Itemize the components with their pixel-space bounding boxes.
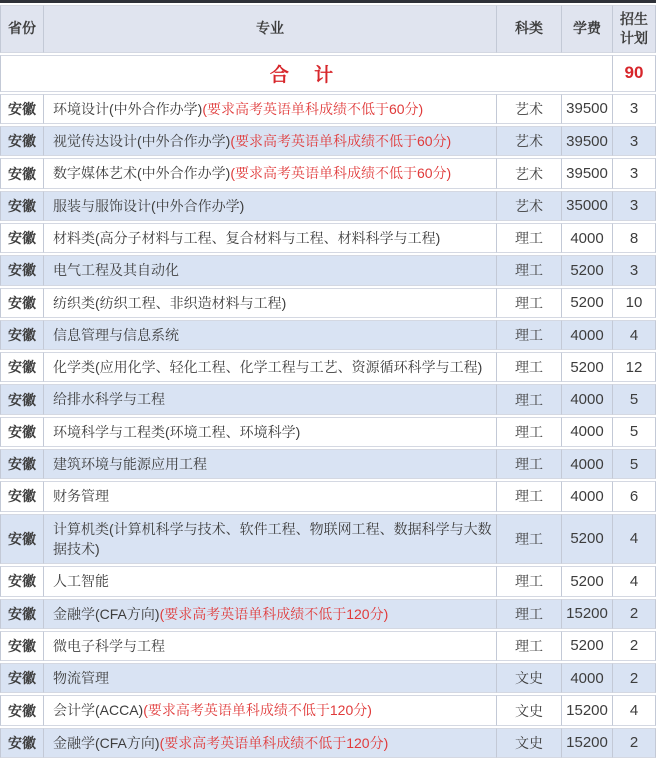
plan-cell: 3 — [613, 158, 656, 188]
plan-cell: 2 — [613, 631, 656, 661]
plan-cell: 10 — [613, 288, 656, 318]
table-row — [0, 417, 656, 447]
requirement-note: (要求高考英语单科成绩不低于120分) — [159, 605, 389, 622]
category-cell: 理工 — [497, 514, 562, 565]
requirement-note: (要求高考英语单科成绩不低于60分) — [230, 133, 452, 150]
category-cell: 理工 — [497, 223, 562, 253]
plan-cell: 3 — [613, 126, 656, 156]
table-row — [0, 481, 656, 511]
province-cell: 安徽 — [0, 223, 44, 253]
plan-cell: 12 — [613, 352, 656, 382]
plan-cell: 3 — [613, 191, 656, 221]
province-cell: 安徽 — [0, 663, 44, 693]
tuition-cell: 5200 — [562, 631, 613, 661]
plan-cell: 4 — [613, 514, 656, 565]
table-row — [0, 352, 656, 382]
plan-cell: 3 — [613, 94, 656, 124]
total-plan-value: 90 — [613, 55, 656, 92]
tuition-cell: 39500 — [562, 94, 613, 124]
plan-cell: 5 — [613, 449, 656, 479]
category-cell: 理工 — [497, 255, 562, 285]
plan-cell: 8 — [613, 223, 656, 253]
major-cell — [44, 631, 497, 661]
category-cell: 理工 — [497, 352, 562, 382]
plan-cell: 2 — [613, 599, 656, 629]
major-cell — [44, 481, 497, 511]
tuition-cell: 15200 — [562, 728, 613, 758]
table-row — [0, 514, 656, 565]
province-cell: 安徽 — [0, 320, 44, 350]
tuition-cell: 4000 — [562, 481, 613, 511]
major-cell — [44, 320, 497, 350]
tuition-cell: 4000 — [562, 417, 613, 447]
plan-cell: 5 — [613, 384, 656, 414]
category-cell: 理工 — [497, 631, 562, 661]
province-cell: 安徽 — [0, 352, 44, 382]
tuition-cell: 39500 — [562, 126, 613, 156]
header-plan: 招生计划 — [613, 5, 656, 53]
major-cell — [44, 417, 497, 447]
major-name: 人工智能 — [53, 573, 109, 590]
province-cell: 安徽 — [0, 481, 44, 511]
major-cell — [44, 94, 497, 124]
table-row — [0, 631, 656, 661]
table-row — [0, 663, 656, 693]
major-name: 视觉传达设计(中外合作办学) — [53, 133, 231, 150]
category-cell: 理工 — [497, 599, 562, 629]
tuition-cell: 4000 — [562, 384, 613, 414]
province-cell: 安徽 — [0, 126, 44, 156]
table-row — [0, 449, 656, 479]
table-row — [0, 126, 656, 156]
tuition-cell: 35000 — [562, 191, 613, 221]
major-cell — [44, 663, 497, 693]
province-cell: 安徽 — [0, 288, 44, 318]
category-cell: 理工 — [497, 417, 562, 447]
major-name: 微电子科学与工程 — [53, 637, 165, 654]
table-row — [0, 191, 656, 221]
province-cell: 安徽 — [0, 94, 44, 124]
plan-cell: 4 — [613, 695, 656, 725]
category-cell: 理工 — [497, 384, 562, 414]
header-major: 专业 — [44, 5, 497, 53]
category-cell: 理工 — [497, 320, 562, 350]
tuition-cell: 5200 — [562, 514, 613, 565]
plan-cell: 4 — [613, 320, 656, 350]
major-name: 物流管理 — [53, 670, 109, 687]
header-row — [0, 5, 656, 53]
major-cell — [44, 288, 497, 318]
table-row — [0, 566, 656, 596]
tuition-cell: 4000 — [562, 663, 613, 693]
plan-cell: 5 — [613, 417, 656, 447]
tuition-cell: 4000 — [562, 320, 613, 350]
tuition-cell: 5200 — [562, 352, 613, 382]
province-cell: 安徽 — [0, 728, 44, 758]
major-cell — [44, 255, 497, 285]
total-row — [0, 55, 656, 92]
major-cell — [44, 158, 497, 188]
header-tuition: 学费 — [562, 5, 613, 53]
table-row — [0, 728, 656, 758]
major-name: 会计学(ACCA) — [53, 702, 144, 719]
category-cell: 艺术 — [497, 94, 562, 124]
major-cell — [44, 352, 497, 382]
province-cell: 安徽 — [0, 514, 44, 565]
major-name: 数字媒体艺术(中外合作办学) — [53, 165, 231, 182]
requirement-note: (要求高考英语单科成绩不低于60分) — [230, 165, 452, 182]
table-row — [0, 255, 656, 285]
total-label: 合 计 — [0, 55, 613, 92]
major-name: 计算机类(计算机科学与技术、软件工程、物联网工程、数据科学与大数据技术) — [53, 520, 492, 557]
category-cell: 艺术 — [497, 158, 562, 188]
province-cell: 安徽 — [0, 417, 44, 447]
category-cell: 理工 — [497, 449, 562, 479]
major-cell — [44, 384, 497, 414]
category-cell: 艺术 — [497, 191, 562, 221]
table-row — [0, 599, 656, 629]
tuition-cell: 4000 — [562, 223, 613, 253]
major-cell — [44, 223, 497, 253]
table-row — [0, 288, 656, 318]
category-cell: 艺术 — [497, 126, 562, 156]
province-cell: 安徽 — [0, 255, 44, 285]
major-name: 纺织类(纺织工程、非织造材料与工程) — [53, 294, 287, 311]
category-cell: 文史 — [497, 728, 562, 758]
major-cell — [44, 566, 497, 596]
tuition-cell: 5200 — [562, 288, 613, 318]
province-cell: 安徽 — [0, 449, 44, 479]
table-row — [0, 223, 656, 253]
tuition-cell: 5200 — [562, 566, 613, 596]
table-header — [0, 5, 656, 53]
major-name: 化学类(应用化学、轻化工程、化学工程与工艺、资源循环科学与工程) — [53, 359, 483, 376]
requirement-note: (要求高考英语单科成绩不低于120分) — [159, 734, 389, 751]
category-cell: 理工 — [497, 481, 562, 511]
major-name: 信息管理与信息系统 — [53, 326, 179, 343]
major-name: 环境科学与工程类(环境工程、环境科学) — [53, 423, 301, 440]
major-cell — [44, 728, 497, 758]
plan-cell: 2 — [613, 663, 656, 693]
tuition-cell: 5200 — [562, 255, 613, 285]
major-name: 建筑环境与能源应用工程 — [53, 456, 207, 473]
requirement-note: (要求高考英语单科成绩不低于60分) — [202, 100, 424, 117]
major-name: 服装与服饰设计(中外合作办学) — [53, 197, 245, 214]
major-name: 材料类(高分子材料与工程、复合材料与工程、材料科学与工程) — [53, 229, 441, 246]
category-cell: 文史 — [497, 663, 562, 693]
plan-cell: 3 — [613, 255, 656, 285]
major-cell — [44, 191, 497, 221]
major-name: 电气工程及其自动化 — [53, 262, 179, 279]
category-cell: 理工 — [497, 288, 562, 318]
major-cell — [44, 514, 497, 565]
major-cell — [44, 126, 497, 156]
major-name: 给排水科学与工程 — [53, 391, 165, 408]
tuition-cell: 39500 — [562, 158, 613, 188]
major-name: 金融学(CFA方向) — [53, 605, 160, 622]
plan-cell: 4 — [613, 566, 656, 596]
tuition-cell: 15200 — [562, 599, 613, 629]
tuition-cell: 4000 — [562, 449, 613, 479]
province-cell: 安徽 — [0, 566, 44, 596]
major-cell — [44, 449, 497, 479]
major-cell — [44, 599, 497, 629]
table-body — [0, 94, 656, 758]
table-row — [0, 695, 656, 725]
header-category: 科类 — [497, 5, 562, 53]
table-row — [0, 320, 656, 350]
major-name: 财务管理 — [53, 488, 109, 505]
province-cell: 安徽 — [0, 695, 44, 725]
plan-cell: 2 — [613, 728, 656, 758]
table-row — [0, 384, 656, 414]
province-cell: 安徽 — [0, 599, 44, 629]
table-row — [0, 158, 656, 188]
requirement-note: (要求高考英语单科成绩不低于120分) — [143, 702, 372, 719]
category-cell: 理工 — [497, 566, 562, 596]
category-cell: 文史 — [497, 695, 562, 725]
province-cell: 安徽 — [0, 158, 44, 188]
major-name: 金融学(CFA方向) — [53, 734, 160, 751]
province-cell: 安徽 — [0, 631, 44, 661]
table-row — [0, 94, 656, 124]
province-cell: 安徽 — [0, 191, 44, 221]
header-province: 省份 — [0, 5, 44, 53]
major-cell — [44, 695, 497, 725]
tuition-cell: 15200 — [562, 695, 613, 725]
province-cell: 安徽 — [0, 384, 44, 414]
plan-cell: 6 — [613, 481, 656, 511]
major-name: 环境设计(中外合作办学) — [53, 100, 203, 117]
